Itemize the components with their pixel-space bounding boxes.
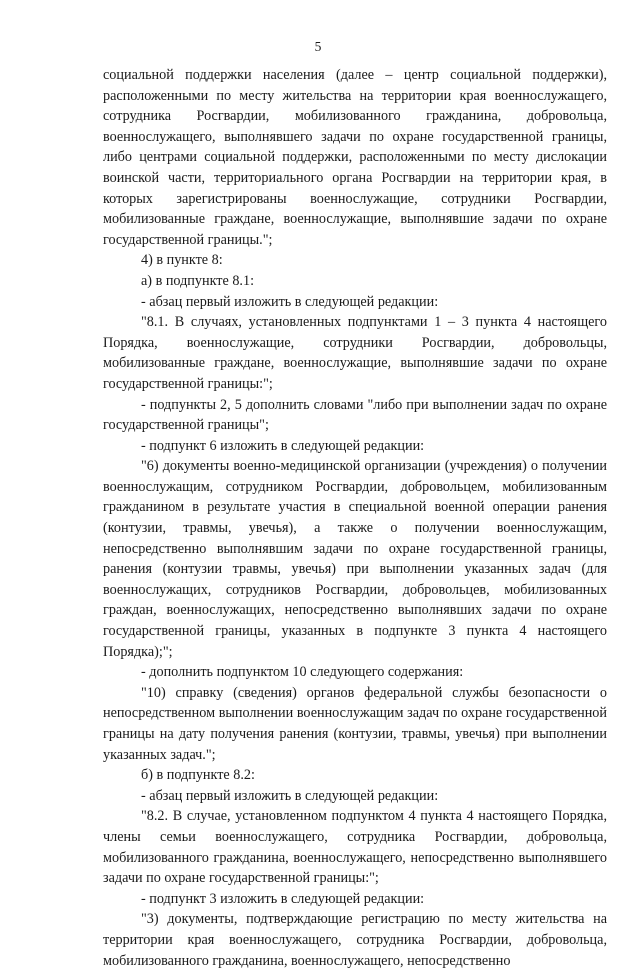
paragraph: социальной поддержки населения (далее – центр социальной поддержки), расположенными по месту жительства на территории края военнослужащего, сотрудника Росгвардии, мобилизованного гражданина, добровольца, военнослужащего, выполнявшего задачи по охране государственной границы, либо центрами социальной поддержки, расположенными по месту дислокации воинской части, территориального органа Росгвардии на территории края, в которых зарегистрированы военнослужащие, сотрудники Росгвардии, мобилизованные граждане, военнослужащие, выполнявшие задачи по охране государственной границы."; <box>103 67 607 248</box>
paragraph: "10) справку (сведения) органов федеральной службы безопасности о непосредственном выполнении военнослужащим задач по охране государственной границы на дату получения ранения (контузии, травмы, увечья) при выполнении указанных задач."; <box>103 684 607 763</box>
paragraph: - подпункты 2, 5 дополнить словами "либо при выполнении задач по охране государственной границы"; <box>103 396 607 434</box>
paragraph: 4) в пункте 8: <box>141 252 223 269</box>
paragraph: - дополнить подпунктом 10 следующего содержания: <box>141 664 464 681</box>
page-number: 5 <box>314 39 322 54</box>
paragraph: - абзац первый изложить в следующей редакции: <box>141 293 439 310</box>
paragraph: - абзац первый изложить в следующей редакции: <box>141 787 439 804</box>
paragraph: "6) документы военно-медицинской организации (учреждения) о получении военнослужащим, сотрудником Росгвардии, добровольцем, мобилизованным гражданином в результате участия в специальной военной операции ранения (контузии, травмы, увечья), а также о получении военнослужащим, непосредственно выполнявшим задачи по охране государственной границы, ранения (контузии травмы, увечья) при выполнении указанных задач (для военнослужащих, сотрудников Росгвардии, добровольцев, мобилизованных граждан, военнослужащих, непосредственно выполнявших задачи по охране государственной границы, указанных в подпункте 3 пункта 4 настоящего Порядка);"; <box>103 458 607 660</box>
paragraph: "3) документы, подтверждающие регистрацию по месту жительства на территории края военнослужащего, сотрудника Росгвардии, добровольца, мобилизованного гражданина, военнослужащего, непосредственно <box>103 911 607 969</box>
paragraph: - подпункт 6 изложить в следующей редакции: <box>141 437 425 454</box>
paragraph: б) в подпункте 8.2: <box>141 767 255 784</box>
paragraph: - подпункт 3 изложить в следующей редакции: <box>141 890 425 907</box>
paragraph: а) в подпункте 8.1: <box>141 272 255 289</box>
paragraph: "8.2. В случае, установленном подпунктом 4 пункта 4 настоящего Порядка, члены семьи военнослужащего, сотрудника Росгвардии, добровольца, мобилизованного гражданина, военнослужащего, непосредственно выполнявшего задачи по охране государственной границы:"; <box>103 808 607 887</box>
document-body <box>103 65 607 971</box>
paragraph: "8.1. В случаях, установленных подпунктами 1 – 3 пункта 4 настоящего Порядка, военнослужащие, сотрудники Росгвардии, добровольцы, мобилизованные граждане, военнослужащие, выполнявшие задачи по охране государственной границы:"; <box>103 314 607 392</box>
